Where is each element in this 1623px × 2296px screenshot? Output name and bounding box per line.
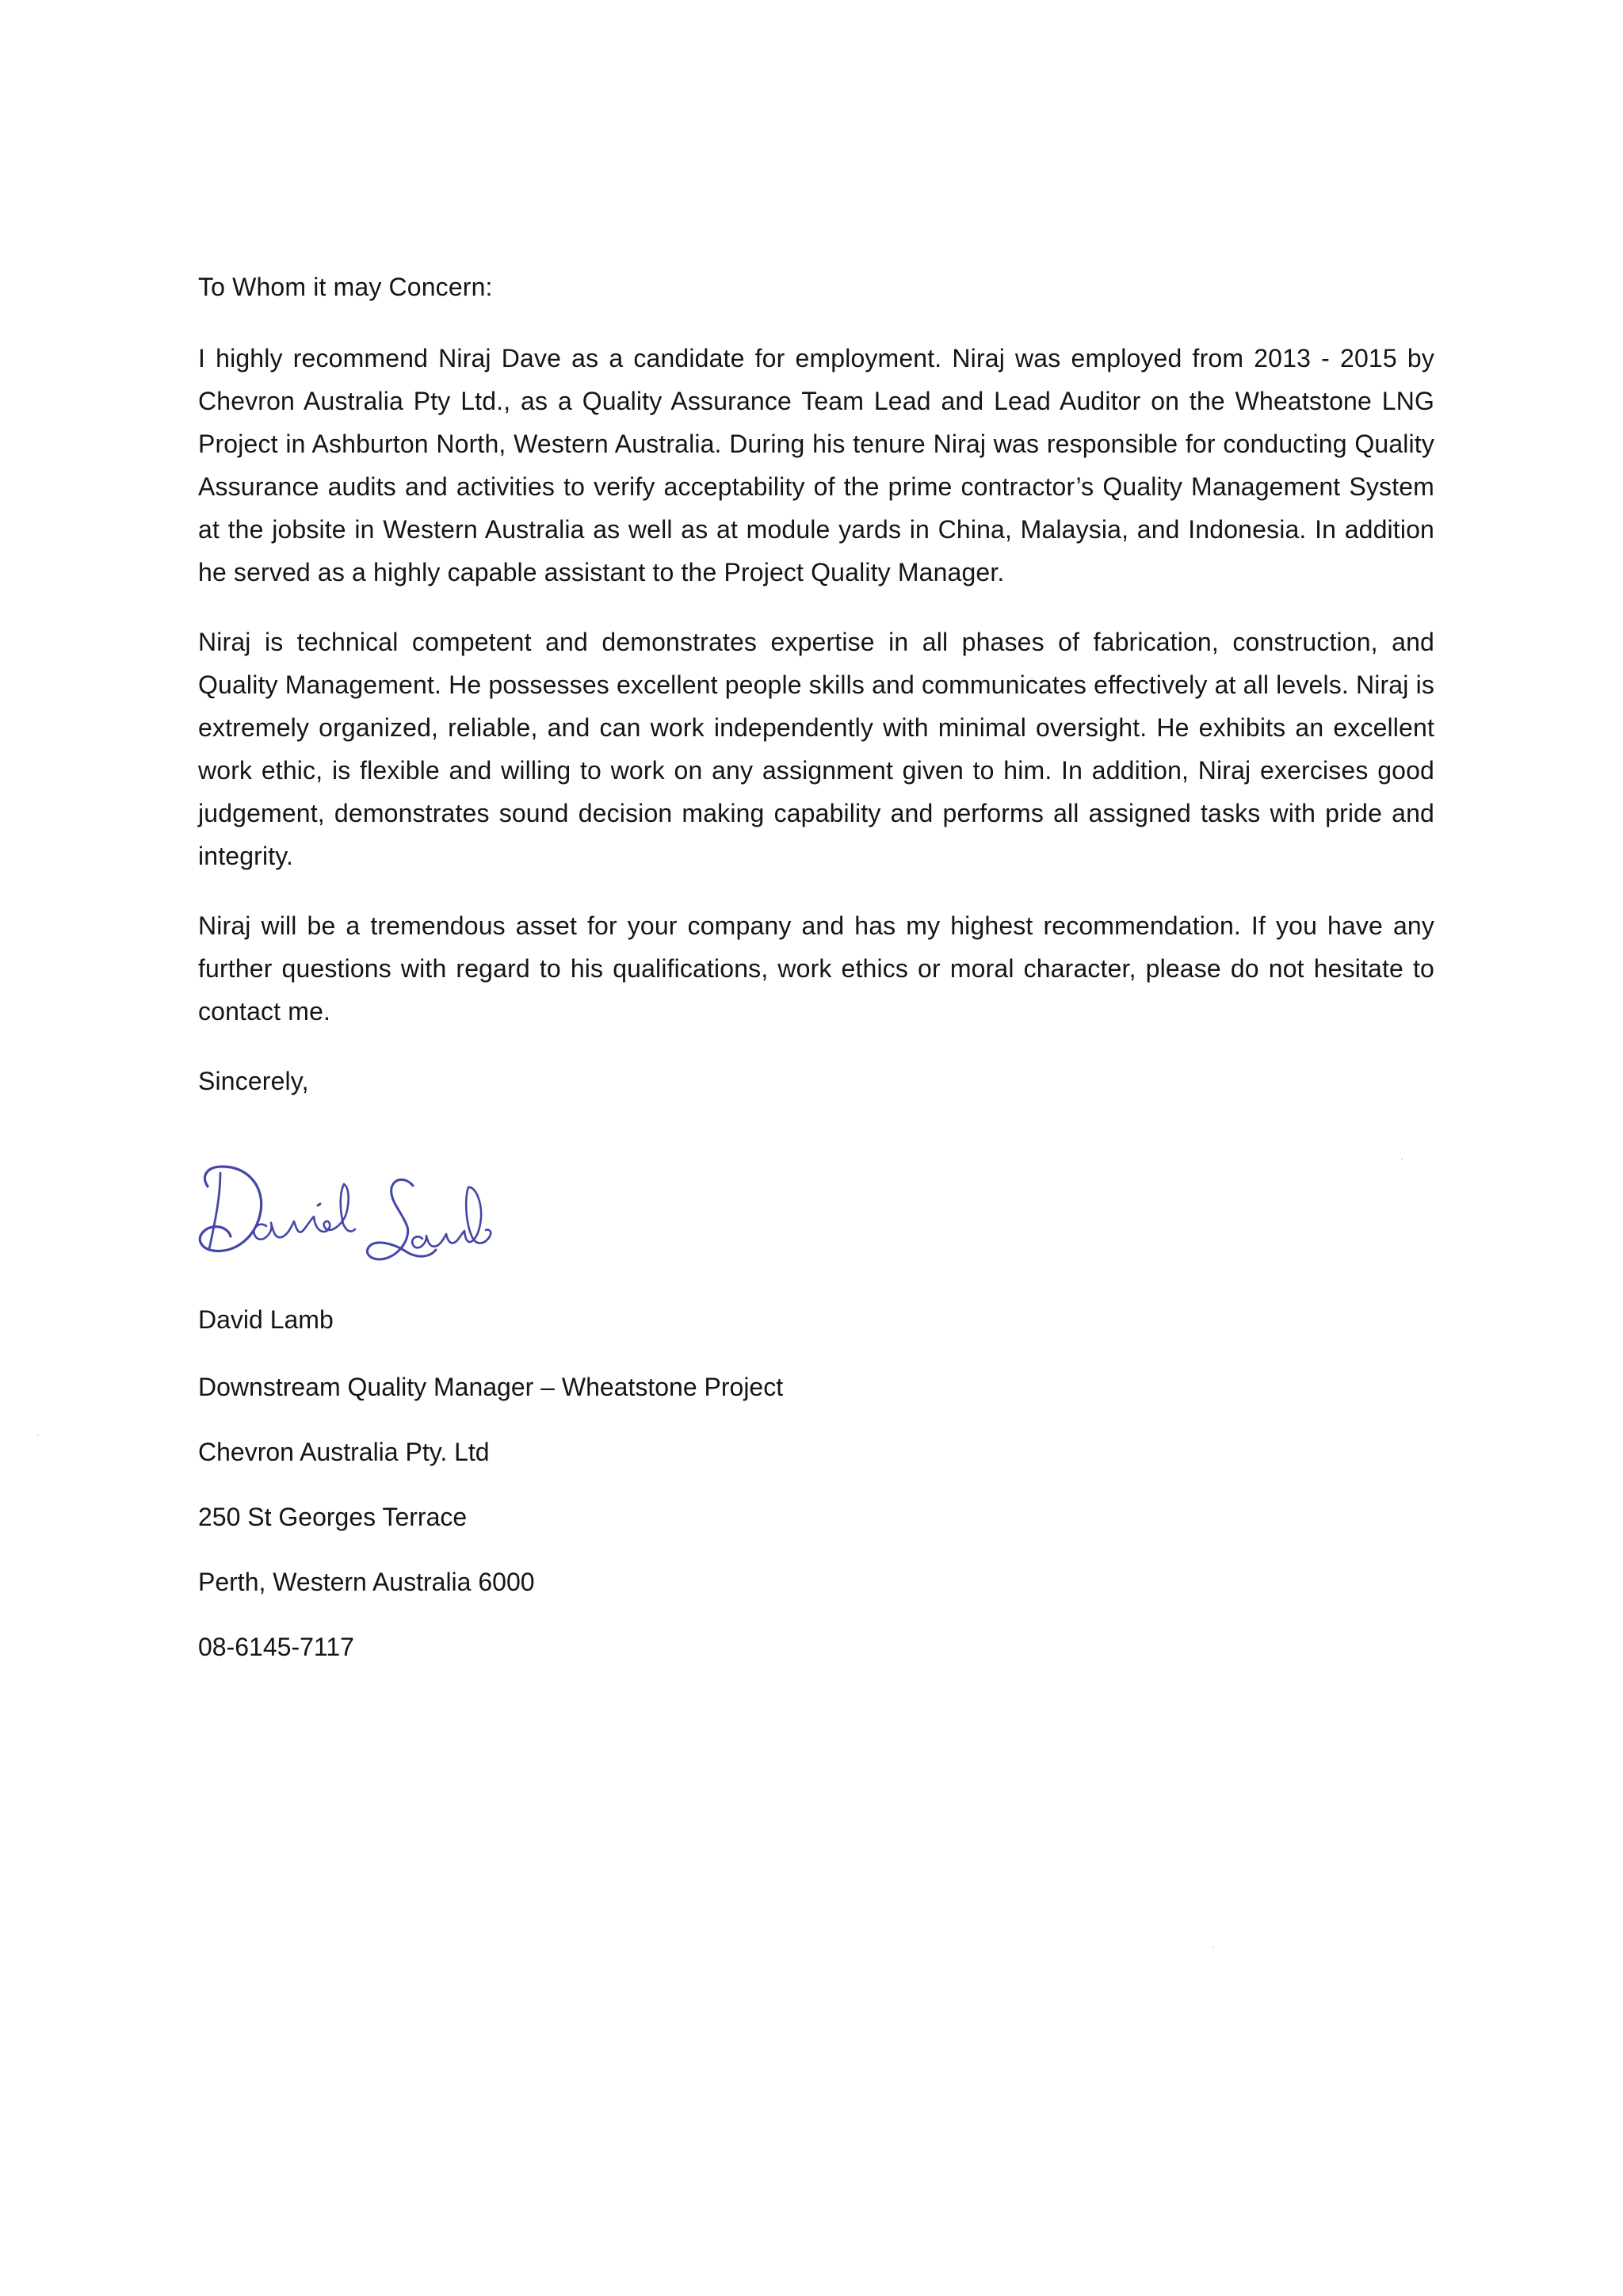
- sender-city-address: Perth, Western Australia 6000: [198, 1568, 535, 1596]
- salutation: To Whom it may Concern:: [198, 273, 493, 301]
- sender-title: Downstream Quality Manager – Wheatstone Project: [198, 1373, 784, 1401]
- competency-paragraph: Niraj is technical competent and demonstrates expertise in all phases of fabrication, construction, and Quality Management. He possesses excellent people skills and communicates effectively at all levels. Niraj is extremely organized, reliable, and can work independently with minimal oversight. He exhibits an excellent work ethic, is flexible and willing to work on any assignment given to him. In addition, Niraj exercises good judgement, demonstrates sound decision making capability and performs all assigned tasks with pride and integrity.: [198, 628, 1434, 870]
- sender-contact-block: [198, 1302, 1070, 1694]
- sender-name: David Lamb: [198, 1305, 334, 1334]
- sender-street-address: 250 St Georges Terrace: [198, 1503, 468, 1531]
- closing: Sincerely,: [198, 1067, 309, 1095]
- scan-artifact: [1401, 1158, 1403, 1159]
- endorsement-paragraph: Niraj will be a tremendous asset for your company and has my highest recommendation. If you have any further questions with regard to his qualifications, work ethics or moral character, please do not hesitate to contact me.: [198, 911, 1434, 1026]
- sender-company: Chevron Australia Pty. Ltd: [198, 1438, 490, 1466]
- recommendation-paragraph: I highly recommend Niraj Dave as a candidate for employment. Niraj was employed from 2013 - 2015 by Chevron Australia Pty Ltd., as a Quality Assurance Team Lead and Lead Auditor on the Wheatstone LNG Project in Ashburton North, Western Australia. During his tenure Niraj was responsible for conducting Quality Assurance audits and activities to verify acceptability of the prime contractor’s Quality Management System at the jobsite in Western Australia as well as at module yards in China, Malaysia, and Indonesia. In addition he served as a highly capable assistant to the Project Quality Manager.: [198, 344, 1434, 586]
- scan-artifact: [37, 1435, 39, 1436]
- handwritten-signature: [186, 1153, 495, 1272]
- sender-phone: 08-6145-7117: [198, 1633, 354, 1661]
- letter-body: [198, 266, 1434, 1102]
- scan-artifact: [1212, 1946, 1214, 1948]
